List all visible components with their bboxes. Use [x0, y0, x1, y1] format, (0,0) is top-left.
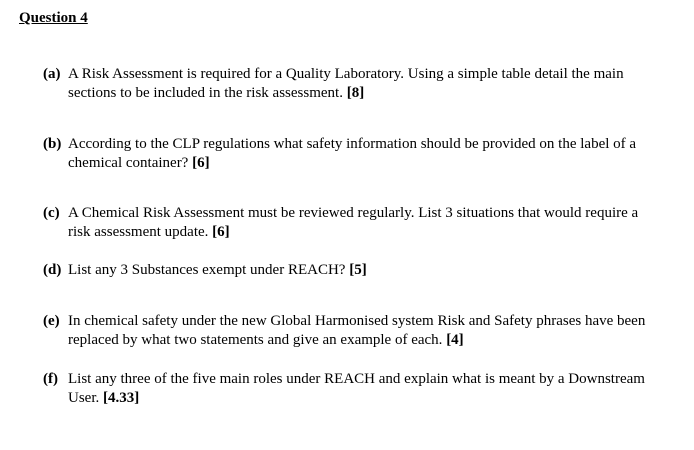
part-text: List any three of the five main roles under REACH and explain what is meant by a Downstream User. — [68, 371, 645, 406]
question-part-e — [43, 312, 663, 350]
part-label: (a) — [43, 66, 61, 82]
part-text: According to the CLP regulations what safety information should be provided on the label of a chemical container? — [68, 136, 637, 171]
part-text: A Risk Assessment is required for a Quality Laboratory. Using a simple table detail the main sections to be included in the risk assessment. — [68, 66, 624, 101]
part-label: (b) — [43, 136, 62, 152]
marks: [4] — [446, 332, 464, 348]
part-text: In chemical safety under the new Global Harmonised system Risk and Safety phrases have been replaced by what two statements and give an example of each. — [68, 313, 646, 348]
marks: [6] — [212, 224, 230, 240]
question-part-f — [43, 370, 663, 408]
marks: [4.33] — [103, 390, 140, 406]
marks: [5] — [349, 262, 367, 278]
part-label: (c) — [43, 205, 60, 221]
part-label: (d) — [43, 262, 62, 278]
marks: [6] — [192, 155, 210, 171]
question-part-b — [43, 135, 663, 173]
part-text: A Chemical Risk Assessment must be reviewed regularly. List 3 situations that would require a risk assessment update. — [68, 205, 639, 240]
part-label: (e) — [43, 313, 60, 329]
question-part-c — [43, 204, 663, 242]
question-heading: Question 4 — [19, 10, 88, 26]
question-part-a — [43, 65, 663, 103]
question-part-d — [43, 261, 663, 280]
part-label: (f) — [43, 371, 58, 387]
part-text: List any 3 Substances exempt under REACH? — [68, 262, 346, 278]
marks: [8] — [346, 85, 365, 101]
